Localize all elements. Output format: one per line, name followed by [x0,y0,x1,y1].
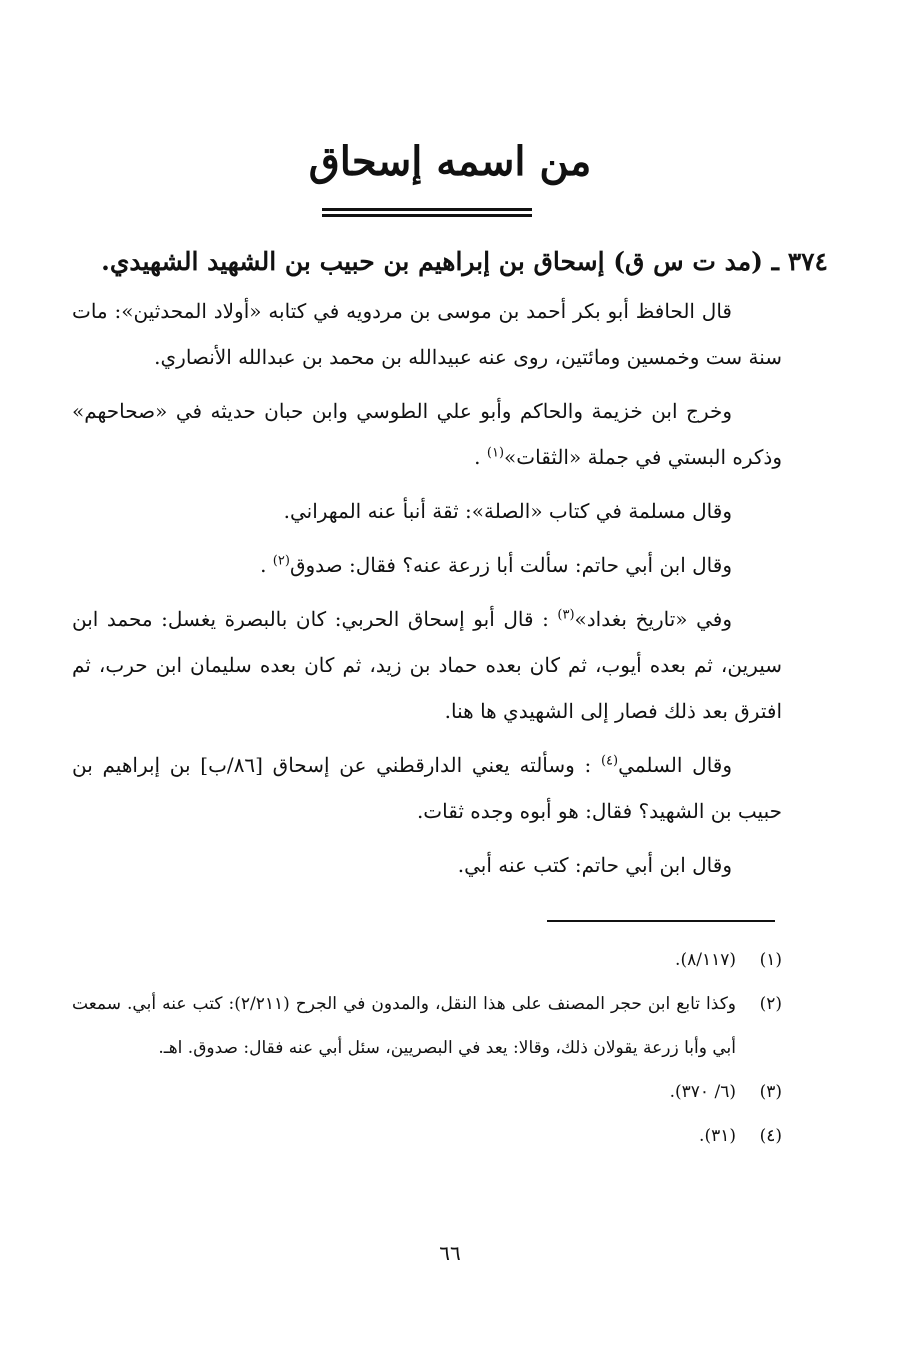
paragraph-text: وقال ابن أبي حاتم: سألت أبا زرعة عنه؟ فقال: صدوق [289,553,732,577]
paragraph-text: . [260,553,273,577]
paragraph-text: وفي «تاريخ بغداد» [574,607,732,631]
footnote [72,938,782,982]
paragraph [72,288,782,380]
title-divider [322,208,532,220]
paragraph [72,842,782,888]
footnote-ref[interactable]: (١) [486,445,505,461]
entry-heading: ٣٧٤ ـ (مد ت س ق) إسحاق بن إبراهيم بن حبيب بن الشهيد الشهيدي. [101,247,828,276]
paragraph-text: . [474,445,487,469]
paragraph-text: : قال أبو إسحاق الحربي: كان بالبصرة يغسل: محمد ابن سيرين، ثم بعده أيوب، ثم كان بعده حماد بن زيد، ثم كان بعده سليمان ابن حرب، ثم افترق بعد ذلك فصار إلى الشهيدي ها هنا. [72,607,782,723]
footnote-text: (٨/١١٧). [675,950,736,970]
footnote [72,1114,782,1158]
footnote [72,1070,782,1114]
page-number: ٦٦ [439,1241,461,1265]
footnote [72,982,782,1070]
paragraph-text: وخرج ابن خزيمة والحاكم وأبو علي الطوسي وابن حبان حديثه في «صحاحهم» وذكره البستي في جملة «الثقات» [72,399,782,469]
footnotes-list [72,938,782,1158]
footnote-text: وكذا تابع ابن حجر المصنف على هذا النقل، والمدون في الجرح (٢/٢١١): كتب عنه أبي. سمعت أبي وأبا زرعة يقولان ذلك، وقالا: يعد في البصريين، سئل أبي عنه فقال: صدوق. اهـ. [72,994,736,1058]
entry-body [72,288,782,896]
paragraph [72,388,782,480]
paragraph [72,542,782,588]
paragraph [72,488,782,534]
paragraph-text: قال الحافظ أبو بكر أحمد بن موسى بن مردويه في كتابه «أولاد المحدثين»: مات سنة ست وخمسين ومائتين، روى عنه عبيدالله بن محمد بن عبدالله الأنصاري. [72,299,782,369]
footnote-number: (٤) [759,1126,782,1146]
paragraph [72,742,782,834]
chapter-title: من اسمه إسحاق [308,138,592,185]
footnote-number: (١) [759,950,782,970]
paragraph [72,596,782,734]
footnote-text: (٦/ ٣٧٠). [669,1082,736,1102]
footnote-divider [547,920,775,922]
footnote-text: (٣١). [699,1126,736,1146]
paragraph-text: وقال السلمي [618,753,733,777]
footnote-ref[interactable]: (٤) [600,753,619,769]
footnote-ref[interactable]: (٣) [557,607,575,623]
footnote-number: (٢) [759,994,782,1014]
paragraph-text: وقال مسلمة في كتاب «الصلة»: ثقة أنبأ عنه المهراني. [283,499,732,523]
footnote-number: (٣) [759,1082,782,1102]
paragraph-text: وقال ابن أبي حاتم: كتب عنه أبي. [457,853,732,877]
footnote-ref[interactable]: (٢) [272,553,290,569]
paragraph-text: : وسألته يعني الدارقطني عن إسحاق [٨٦/ب] بن إبراهيم بن حبيب بن الشهيد؟ فقال: هو أبوه وجده ثقات. [72,753,782,823]
